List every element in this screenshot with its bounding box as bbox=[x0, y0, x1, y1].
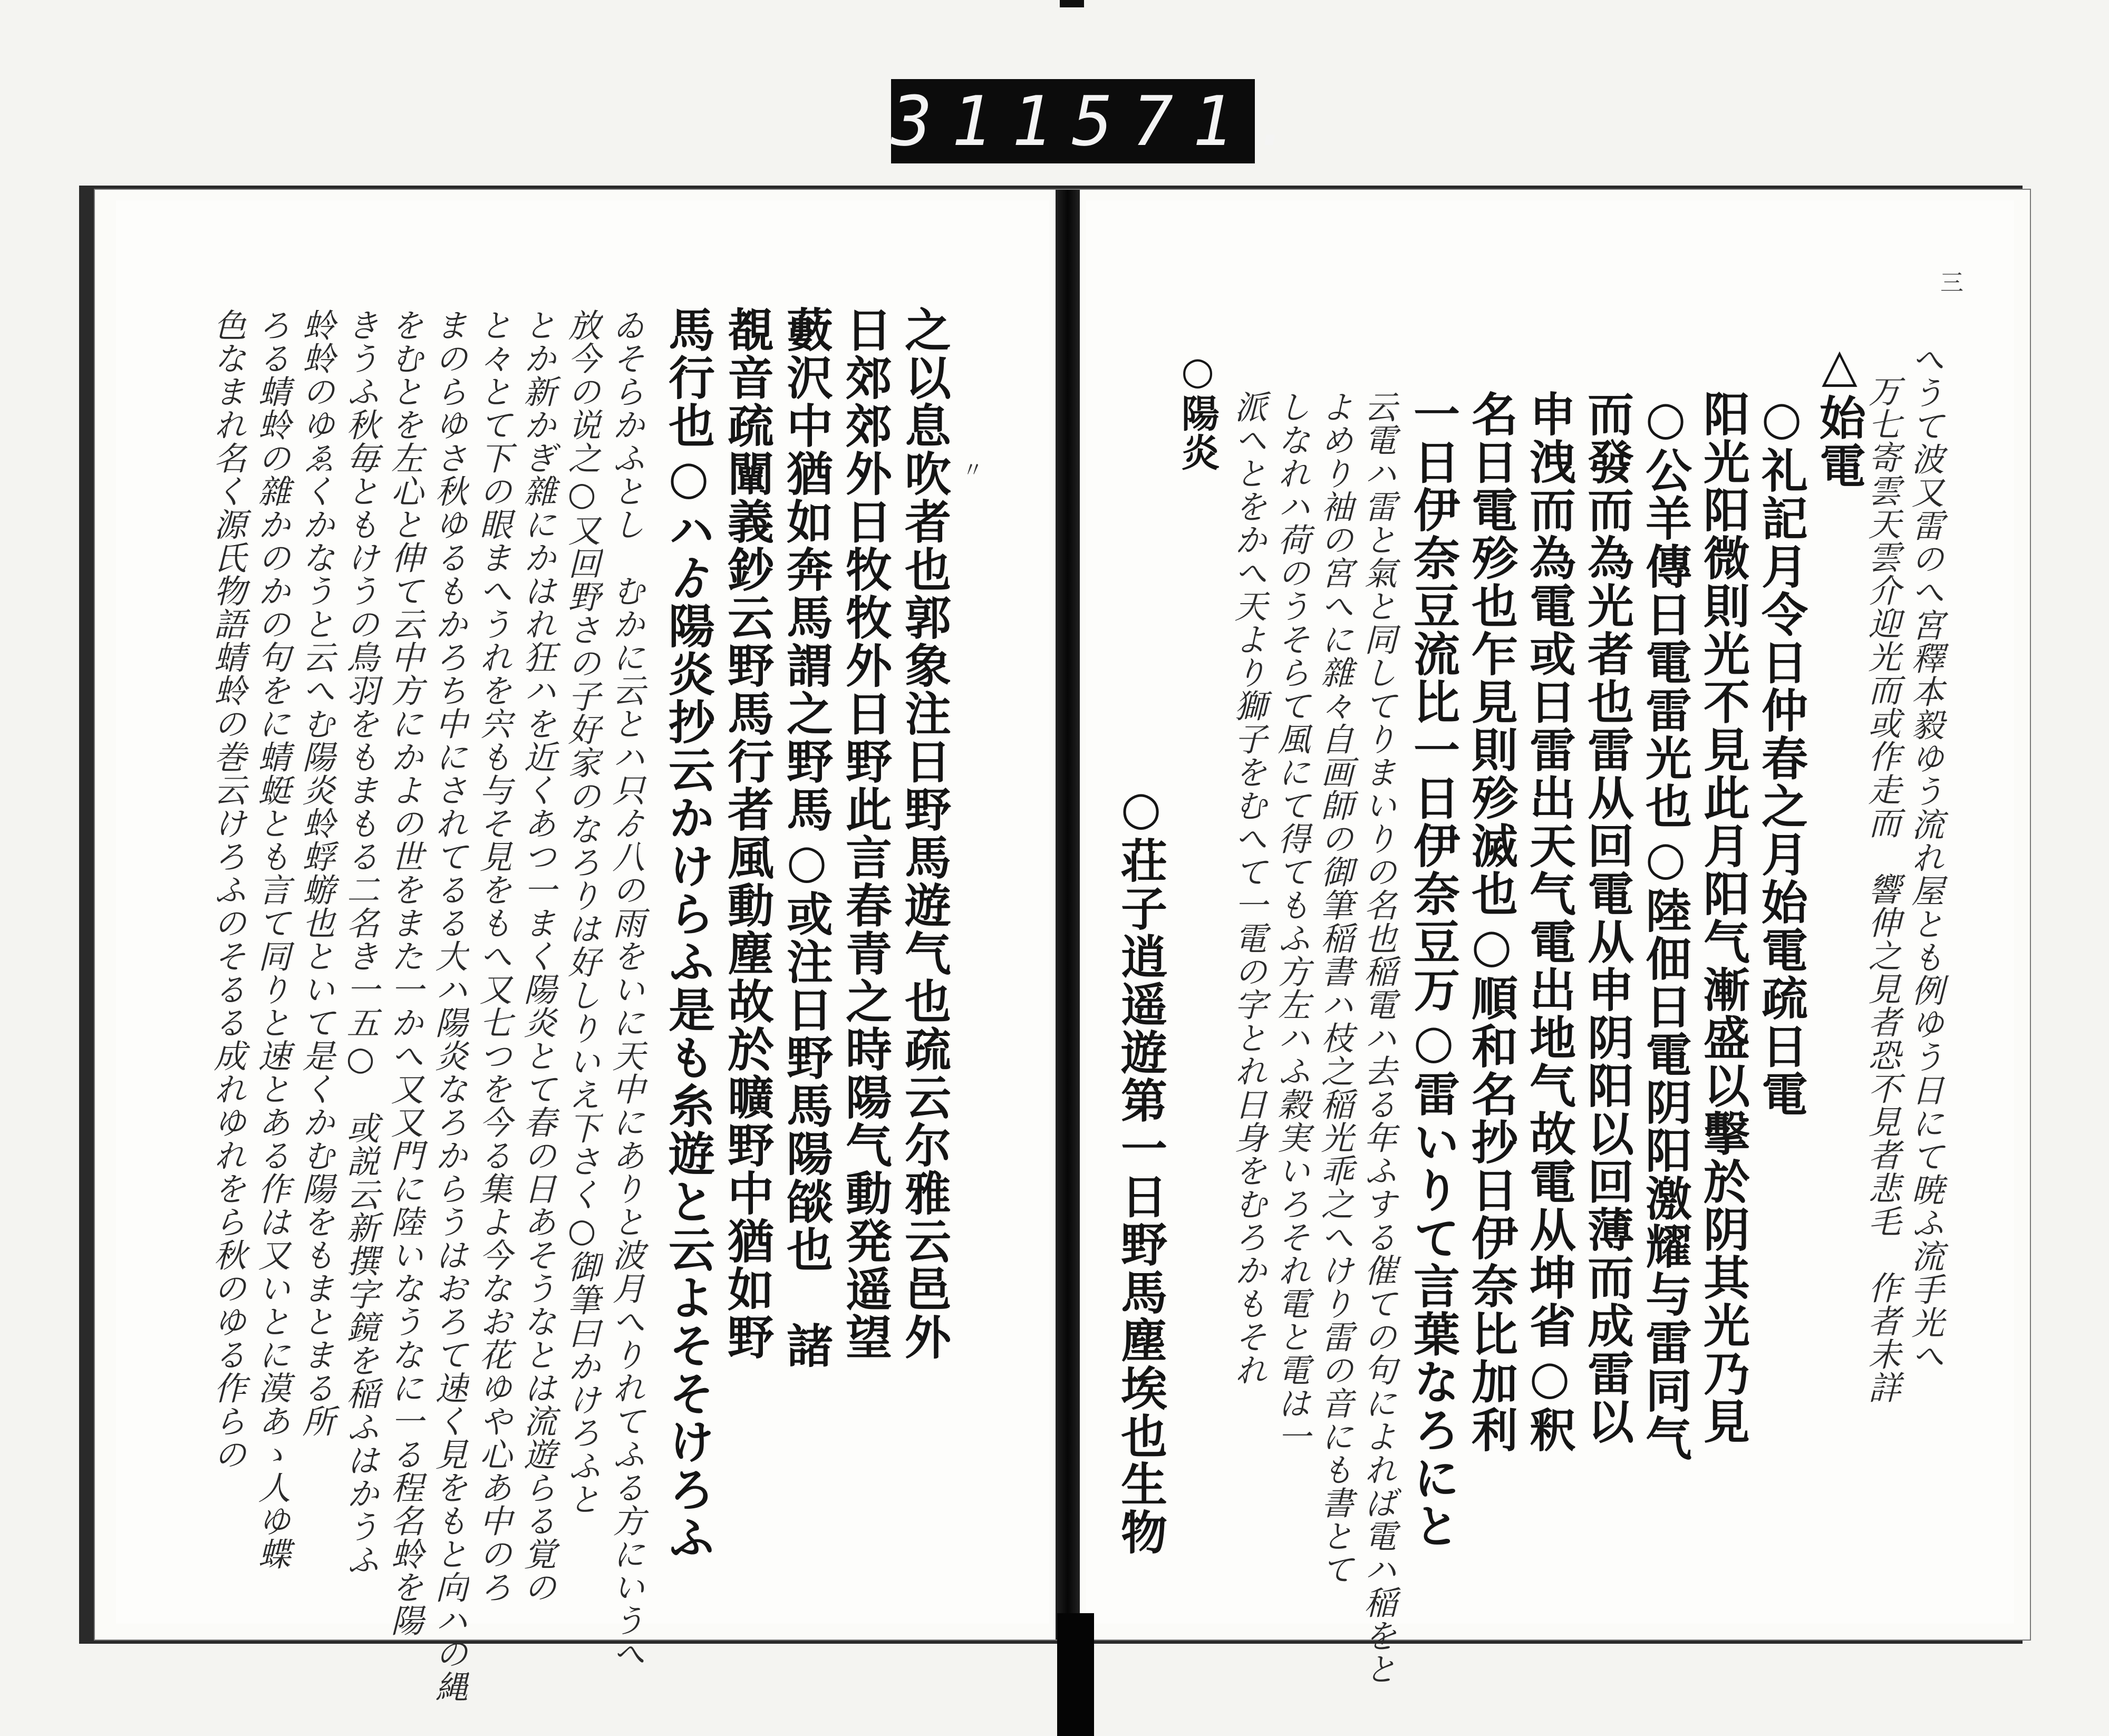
left-column-5: 馬行也○ハゟ陽炎抄云かけらふ是も糸遊と云よそそけろふ bbox=[661, 306, 716, 1562]
right-column-1: へうて波又雷のへ宮釋本毅ゆう流れ屋とも例ゆう日にて暁ふ流手光へ bbox=[1906, 343, 1944, 1372]
right-column-lead: ○礼記月令日仲春之月始電疏日電 bbox=[1754, 390, 1809, 1118]
book-spine bbox=[1056, 190, 1080, 1640]
right-column-4: 阳光阳微則光不見此月阳气漸盛以擊於阴其光乃見 bbox=[1696, 390, 1751, 1446]
right-column-13: 派ヘとをかへ天より獅子をむへて一電の字とれ日身をむろかもそれ bbox=[1229, 390, 1268, 1386]
left-page-mark: 〃 bbox=[962, 458, 983, 482]
left-column-15: 色なまれ名く源氏物語蜻蛉の巻云けろふのそるる成れゆれをら秋のゆる作らの bbox=[208, 308, 247, 1471]
spine-bottom-tab bbox=[1057, 1613, 1094, 1736]
left-column-3: 藪沢中猶如奔馬謂之野馬○或注日野馬陽燄也 諸 bbox=[779, 306, 834, 1370]
right-page-mark: 三 bbox=[1940, 269, 1963, 296]
left-column-4: 覩音疏闡義鈔云野馬行者風動塵故於曠野中猶如野 bbox=[720, 306, 775, 1361]
left-column-1: 之以息吹者也郭象注日野馬遊气也疏云尔雅云邑外 bbox=[897, 306, 952, 1361]
left-column-11: をむとを左心と伸て云中方にかよの世をまた一かへ又又門に陸いなうなに一る程名蛉を陽 bbox=[385, 308, 424, 1637]
left-column-7: 放今の说之○又回野さの子好家のなろりは好しりいえ下さく○御筆曰かけろふと bbox=[563, 308, 601, 1516]
right-column-2: 万七寄雲天雲介迎光而或作走而 響伸之見者恐不見者悲毛 作者未詳 bbox=[1863, 374, 1901, 1404]
right-column-10: 云電ハ雷と氣と同してりまいりの名也稲電ハ去る年ふする催ての句によれば電ハ稲をと bbox=[1359, 390, 1397, 1685]
left-column-6: ゐそらかふとし むかに云とハ只ゟ八の雨をいに天中にありと波月へりれてふる方にいうへ bbox=[607, 308, 645, 1670]
registration-tick bbox=[1060, 0, 1084, 7]
right-column-8: 名日電殄也乍見則殄滅也○順和名抄日伊奈比加利 bbox=[1464, 390, 1519, 1454]
right-column-7: 申洩而為電或日雷出天气電出地气故電从坤省○釈 bbox=[1522, 390, 1577, 1454]
right-column-5: ○公羊傳日電雷光也○陸佃日電阴阳激耀与雷同气 bbox=[1638, 390, 1693, 1462]
archive-number-right: 571. bbox=[1071, 81, 1313, 161]
left-column-13: 蛉蛉のゆゑくかなうと云へむ陽炎蛉蜉蝣也といて是くかむ陽をもまとまる所 bbox=[297, 308, 335, 1438]
left-page bbox=[116, 200, 1049, 1703]
archive-number-left: 311 bbox=[891, 81, 1072, 161]
left-column-14: ろる蜻蛉の雜かのかの句をに蜻蜓とも言て同りと速とある作は又いとに漠あゝ人ゆ蝶 bbox=[253, 308, 291, 1570]
left-column-12: きうふ秋毎ともけうの鳥羽をもまもる二名き一五○ 或説云新撰字鏡を稲ふはかうふ bbox=[341, 308, 380, 1576]
open-book bbox=[95, 190, 2030, 1703]
right-column-9: 一日伊奈豆流比一日伊奈豆万○雷いりて言葉なろにと bbox=[1406, 390, 1461, 1550]
left-column-2: 日郊郊外日牧牧外日野此言春青之時陽气動発遥望 bbox=[838, 306, 893, 1361]
right-column-11: よめり袖の宮へに雜々自画師の御筆稲書ハ枝之稲光乖之へけり雷の音にも書とて bbox=[1315, 390, 1354, 1586]
right-page bbox=[1086, 200, 2014, 1685]
right-column-6: 而發而為光者也雷从回電从申阴阳以回薄而成雷以 bbox=[1580, 390, 1635, 1446]
left-column-8: とか新かぎ雜にかはれ狂ハを近くあつ一まく陽炎とて春の日あそうなとは流遊らる覚の bbox=[518, 308, 557, 1604]
right-column-14: ○陽炎 bbox=[1175, 348, 1220, 472]
archive-number-label bbox=[891, 79, 1313, 163]
right-column-3: △始電 bbox=[1812, 337, 1867, 490]
right-column-15: ○荘子逍遥遊第一日野馬塵埃也生物 bbox=[1114, 780, 1168, 1556]
left-column-10: まのらゆさ秋ゆるもかろち中にされてるる大ハ陽炎なろからうはおろて速く見をもと向ハの縄 bbox=[430, 308, 468, 1703]
left-column-9: と々とて下の眼まへうれを宍も与そ見をもへ又七つを今る集よ今なお花ゆや心あ中のろ bbox=[474, 308, 512, 1604]
right-column-12: しなれハ荷のうそらて風にて得てもふ方左ハふ穀実いろそれ電と電は一 bbox=[1272, 390, 1311, 1453]
